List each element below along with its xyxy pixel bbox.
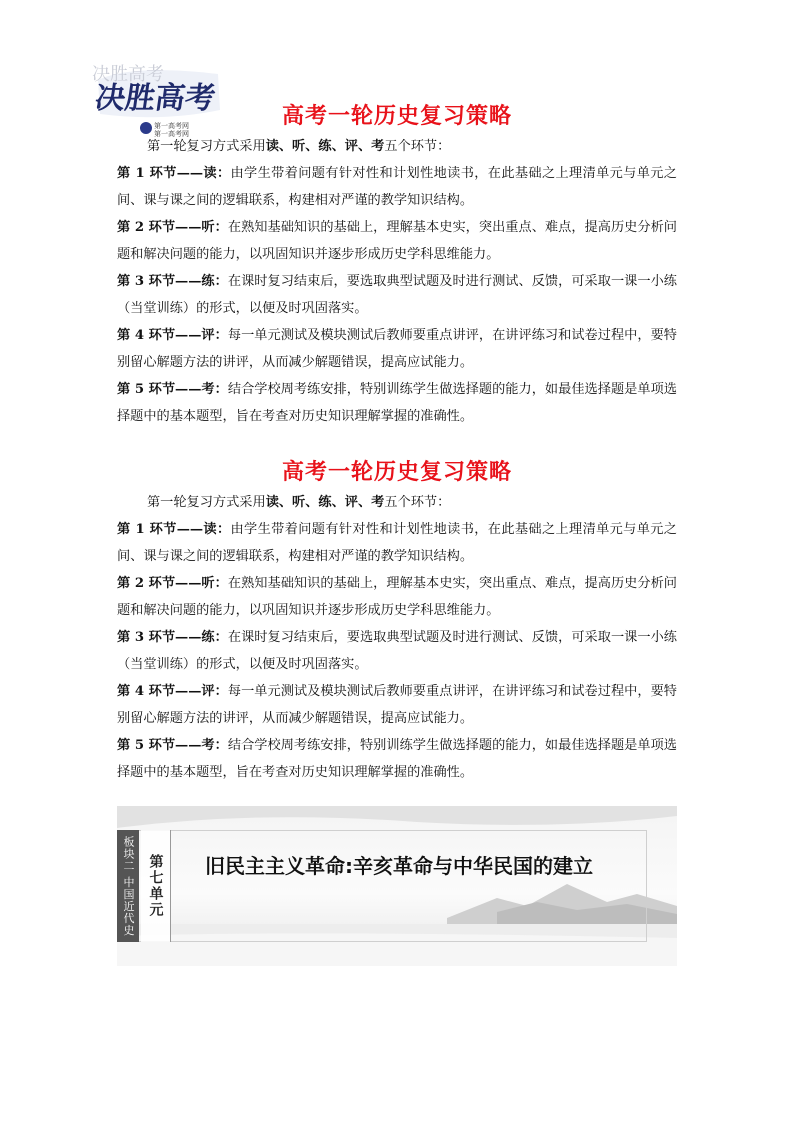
step-text: 每一单元测试及模块测试后教师要重点讲评，在讲评练习和试卷过程中，要特别留心解题方法的讲评，从而减少解题错误，提高应试能力。 [117,328,677,370]
step-paragraph-3 [117,624,677,678]
step-paragraph-2 [117,214,677,268]
section-title: 高考一轮历史复习策略 [281,460,512,485]
step-paragraph-4 [117,678,677,732]
step-label: 第 4 环节——评： [117,328,228,343]
section-title: 高考一轮历史复习策略 [281,104,512,129]
svg-text:决胜高考: 决胜高考 [92,64,164,85]
step-label: 第 3 环节——练： [117,274,228,289]
step-text: 在课时复习结束后，要选取典型试题及时进行测试、反馈，可采取一课一小练（当堂训练）的形式，以便及时巩固落实。 [117,630,677,672]
intro-text-end: 五个环节： [384,495,451,510]
step-paragraph-1 [117,516,677,570]
strategy-section-1 [117,101,677,430]
step-label: 第 1 环节——读： [117,522,231,537]
banner-frame [117,830,647,942]
step-paragraph-1 [117,160,677,214]
strategy-section-2 [117,457,677,786]
step-text: 在课时复习结束后，要选取典型试题及时进行测试、反馈，可采取一课一小练（当堂训练）的形式，以便及时巩固落实。 [117,274,677,316]
step-text: 由学生带着问题有针对性和计划性地读书，在此基础之上理清单元与单元之间、课与课之间的逻辑联系，构建相对严谨的教学知识结构。 [117,166,677,208]
step-label: 第 5 环节——考： [117,738,228,753]
step-label: 第 3 环节——练： [117,630,228,645]
intro-text: 第一轮复习方式采用 [147,495,266,510]
intro-bold-text: 读、听、练、评、考 [265,139,385,154]
step-text: 结合学校周考练安排，特别训练学生做选择题的能力，如最佳选择题是单项选择题中的基本题型，旨在考查对历史知识理解掌握的准确性。 [117,382,677,424]
unit-label: 第七单元 [141,830,171,942]
intro-text-end: 五个环节： [384,139,451,154]
step-label: 第 2 环节——听： [117,576,228,591]
step-text: 每一单元测试及模块测试后教师要重点讲评，在讲评练习和试卷过程中，要特别留心解题方法的讲评，从而减少解题错误，提高应试能力。 [117,684,677,726]
step-text: 在熟知基础知识的基础上，理解基本史实，突出重点、难点，提高历史分析问题和解决问题的能力，以巩固知识并逐步形成历史学科思维能力。 [117,576,677,618]
step-label: 第 4 环节——评： [117,684,228,699]
step-text: 由学生带着问题有针对性和计划性地读书，在此基础之上理清单元与单元之间、课与课之间的逻辑联系，构建相对严谨的教学知识结构。 [117,522,677,564]
section-intro [117,489,677,516]
step-text: 结合学校周考练安排，特别训练学生做选择题的能力，如最佳选择题是单项选择题中的基本题型，旨在考查对历史知识理解掌握的准确性。 [117,738,677,780]
step-text: 在熟知基础知识的基础上，理解基本史实，突出重点、难点，提高历史分析问题和解决问题的能力，以巩固知识并逐步形成历史学科思维能力。 [117,220,677,262]
step-label: 第 5 环节——考： [117,382,228,397]
step-label: 第 2 环节——听： [117,220,228,235]
svg-text:第一高考网: 第一高考网 [154,130,189,138]
intro-text: 第一轮复习方式采用 [147,139,266,154]
section-intro [117,133,677,160]
unit-banner [117,806,677,966]
step-paragraph-2 [117,570,677,624]
step-paragraph-5 [117,376,677,430]
unit-title: 旧民主主义革命:辛亥革命与中华民国的建立 [205,854,593,878]
svg-text:第一高考网: 第一高考网 [154,122,189,130]
step-paragraph-5 [117,732,677,786]
step-paragraph-4 [117,322,677,376]
step-label: 第 1 环节——读： [117,166,231,181]
step-paragraph-3 [117,268,677,322]
module-tag: 板块二 中国近代史 [117,830,139,942]
intro-bold-text: 读、听、练、评、考 [265,495,385,510]
svg-text:决胜高考: 决胜高考 [92,81,218,116]
